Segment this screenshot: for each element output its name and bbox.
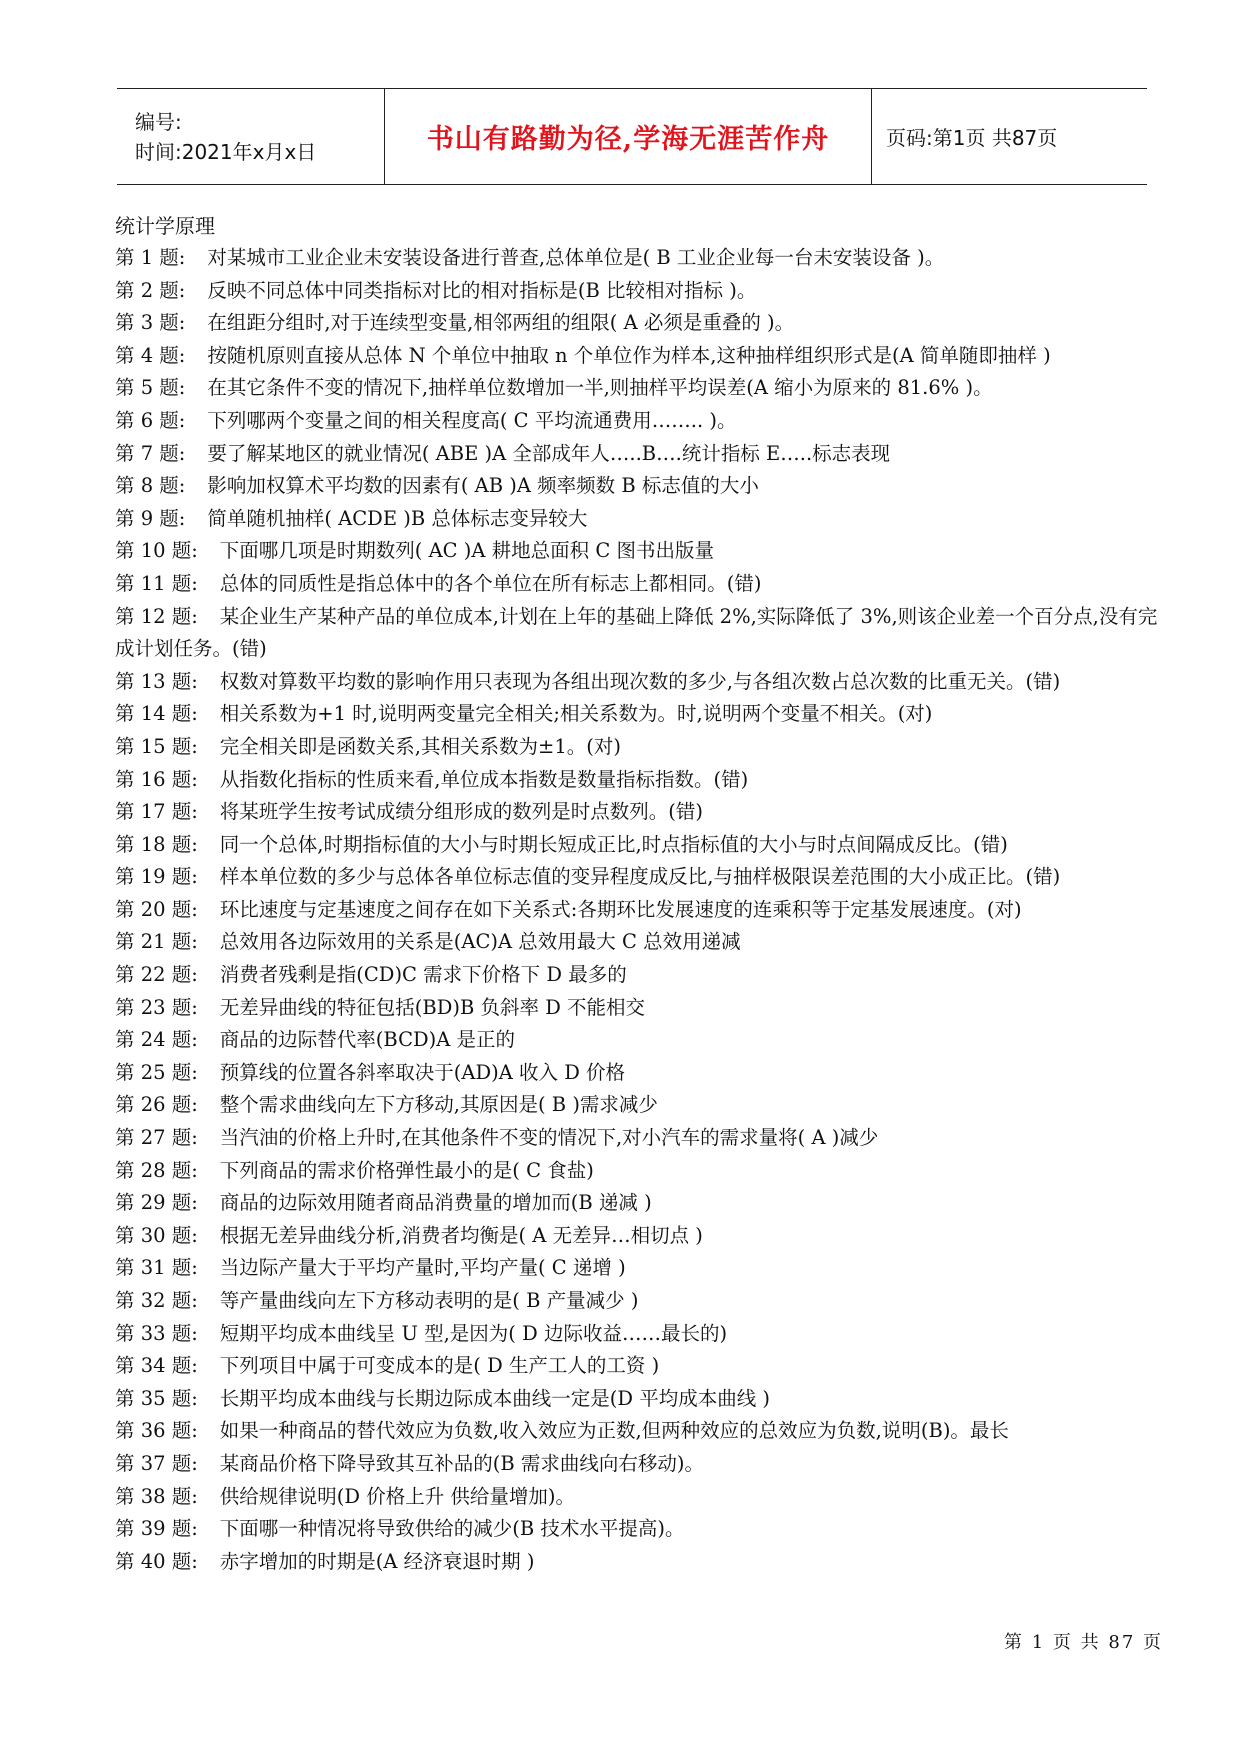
question-text: 同一个总体,时期指标值的大小与时期长短成正比,时点指标值的大小与时点间隔成反比。(错): [219, 832, 1008, 856]
question-number: 第 27 题:: [115, 1126, 198, 1150]
date-label: 时间:2021年x月x日: [135, 139, 317, 164]
question-number: 第 10 题:: [115, 539, 198, 563]
question-list: [115, 242, 1165, 1578]
header-page-info: [872, 89, 1147, 184]
question-text: 商品的边际替代率(BCD)A 是正的: [219, 1028, 516, 1052]
question-item: [115, 666, 1165, 699]
question-number: 第 16 题:: [115, 767, 198, 791]
question-text: 要了解某地区的就业情况( ABE )A 全部成年人…..B….统计指标 E…..标志表现: [207, 441, 891, 465]
question-text: 反映不同总体中同类指标对比的相对指标是(B 比较相对指标 )。: [207, 278, 757, 302]
question-item: [115, 1089, 1165, 1122]
question-number: 第 9 题:: [115, 506, 186, 530]
question-text: 下面哪一种情况将导致供给的减少(B 技术水平提高)。: [219, 1517, 685, 1541]
question-item: [115, 568, 1165, 601]
question-text: 在组距分组时,对于连续型变量,相邻两组的组限( A 必须是重叠的 )。: [207, 311, 795, 335]
question-number: 第 20 题:: [115, 897, 198, 921]
question-item: [115, 372, 1165, 405]
question-number: 第 28 题:: [115, 1158, 198, 1182]
question-item: [115, 405, 1165, 438]
header-motto-cell: [384, 89, 872, 184]
question-number: 第 34 题:: [115, 1354, 198, 1378]
question-text: 根据无差异曲线分析,消费者均衡是( A 无差异…相切点 ): [219, 1223, 703, 1247]
number-label: 编号:: [135, 109, 182, 134]
question-item: [115, 698, 1165, 731]
question-item: [115, 1187, 1165, 1220]
question-text: 如果一种商品的替代效应为负数,收入效应为正数,但两种效应的总效应为负数,说明(B)。最长: [219, 1419, 1009, 1443]
question-number: 第 23 题:: [115, 995, 198, 1019]
question-text: 预算线的位置各斜率取决于(AD)A 收入 D 价格: [219, 1060, 626, 1084]
question-text: 影响加权算术平均数的因素有( AB )A 频率频数 B 标志值的大小: [207, 474, 759, 498]
question-number: 第 19 题:: [115, 865, 198, 889]
question-text: 某商品价格下降导致其互补品的(B 需求曲线向右移动)。: [219, 1451, 705, 1475]
question-number: 第 29 题:: [115, 1191, 198, 1215]
question-number: 第 37 题:: [115, 1451, 198, 1475]
question-item: [115, 503, 1165, 536]
question-item: [115, 340, 1165, 373]
question-item: [115, 1318, 1165, 1351]
question-text: 某企业生产某种产品的单位成本,计划在上年的基础上降低 2%,实际降低了 3%,则该企业差一个百分点,没有完成计划任务。(错): [115, 604, 1158, 661]
question-item: [115, 1155, 1165, 1188]
question-number: 第 21 题:: [115, 930, 198, 954]
question-number: 第 2 题:: [115, 278, 186, 302]
document-body: [115, 210, 1165, 1578]
question-number: 第 36 题:: [115, 1419, 198, 1443]
question-text: 样本单位数的多少与总体各单位标志值的变异程度成反比,与抽样极限误差范围的大小成正比。(错): [219, 865, 1061, 889]
question-text: 在其它条件不变的情况下,抽样单位数增加一半,则抽样平均误差(A 缩小为原来的 81.6% )。: [207, 376, 993, 400]
question-item: [115, 1057, 1165, 1090]
question-number: 第 39 题:: [115, 1517, 198, 1541]
question-text: 总体的同质性是指总体中的各个单位在所有标志上都相同。(错): [219, 571, 762, 595]
question-text: 整个需求曲线向左下方移动,其原因是( B )需求减少: [219, 1093, 658, 1117]
doc-title: 统计学原理: [115, 214, 215, 238]
question-number: 第 13 题:: [115, 669, 198, 693]
question-text: 总效用各边际效用的关系是(AC)A 总效用最大 C 总效用递减: [219, 930, 741, 954]
question-number: 第 25 题:: [115, 1060, 198, 1084]
question-number: 第 26 题:: [115, 1093, 198, 1117]
question-item: [115, 1024, 1165, 1057]
page-info: 页码:第1页 共87页: [886, 126, 1058, 150]
question-number: 第 22 题:: [115, 963, 198, 987]
question-item: [115, 1546, 1165, 1579]
question-number: 第 17 题:: [115, 800, 198, 824]
question-item: [115, 731, 1165, 764]
question-text: 长期平均成本曲线与长期边际成本曲线一定是(D 平均成本曲线 ): [219, 1386, 771, 1410]
question-item: [115, 1285, 1165, 1318]
question-item: [115, 1252, 1165, 1285]
question-text: 当边际产量大于平均产量时,平均产量( C 递增 ): [219, 1256, 626, 1280]
question-number: 第 24 题:: [115, 1028, 198, 1052]
question-text: 将某班学生按考试成绩分组形成的数列是时点数列。(错): [219, 800, 703, 824]
question-item: [115, 1513, 1165, 1546]
question-number: 第 18 题:: [115, 832, 198, 856]
question-item: [115, 861, 1165, 894]
question-item: [115, 1350, 1165, 1383]
question-number: 第 5 题:: [115, 376, 186, 400]
header-meta: [117, 89, 384, 184]
question-number: 第 31 题:: [115, 1256, 198, 1280]
question-text: 按随机原则直接从总体 N 个单位中抽取 n 个单位作为样本,这种抽样组织形式是(A 简单随即抽样 ): [207, 343, 1051, 367]
document-header: [117, 88, 1147, 185]
question-text: 短期平均成本曲线呈 U 型,是因为( D 边际收益……最长的): [219, 1321, 728, 1345]
question-text: 从指数化指标的性质来看,单位成本指数是数量指标指数。(错): [219, 767, 749, 791]
question-text: 完全相关即是函数关系,其相关系数为±1。(对): [219, 734, 621, 758]
question-number: 第 30 题:: [115, 1223, 198, 1247]
question-text: 环比速度与定基速度之间存在如下关系式:各期环比发展速度的连乘积等于定基发展速度。(对): [219, 897, 1022, 921]
question-text: 相关系数为+1 时,说明两变量完全相关;相关系数为。时,说明两个变量不相关。(对): [219, 702, 933, 726]
question-number: 第 32 题:: [115, 1289, 198, 1312]
question-text: 商品的边际效用随者商品消费量的增加而(B 递减 ): [219, 1191, 652, 1215]
question-number: 第 40 题:: [115, 1549, 198, 1573]
question-text: 消费者残剩是指(CD)C 需求下价格下 D 最多的: [219, 963, 627, 987]
question-item: [115, 1448, 1165, 1481]
question-item: [115, 601, 1165, 666]
question-item: [115, 1481, 1165, 1514]
question-item: [115, 470, 1165, 503]
question-item: [115, 275, 1165, 308]
question-item: [115, 796, 1165, 829]
motto: 书山有路勤为径,学海无涯苦作舟: [426, 124, 830, 155]
question-text: 下列哪两个变量之间的相关程度高( C 平均流通费用…….. )。: [207, 408, 737, 432]
question-item: [115, 959, 1165, 992]
question-number: 第 8 题:: [115, 474, 186, 498]
question-item: [115, 1220, 1165, 1253]
question-number: 第 38 题:: [115, 1484, 198, 1508]
question-item: [115, 1415, 1165, 1448]
question-text: 下列商品的需求价格弹性最小的是( C 食盐): [219, 1158, 594, 1182]
question-item: [115, 535, 1165, 568]
question-item: [115, 926, 1165, 959]
question-text: 等产量曲线向左下方移动表明的是( B 产量减少 ): [219, 1289, 639, 1312]
question-number: 第 3 题:: [115, 311, 186, 335]
question-number: 第 12 题:: [115, 604, 198, 628]
question-text: 赤字增加的时期是(A 经济衰退时期 ): [219, 1549, 535, 1573]
question-text: 下列项目中属于可变成本的是( D 生产工人的工资 ): [219, 1354, 660, 1378]
question-number: 第 1 题:: [115, 246, 186, 269]
question-text: 简单随机抽样( ACDE )B 总体标志变异较大: [207, 506, 588, 530]
question-number: 第 15 题:: [115, 734, 198, 758]
question-item: [115, 1383, 1165, 1416]
question-text: 下面哪几项是时期数列( AC )A 耕地总面积 C 图书出版量: [219, 539, 714, 563]
question-text: 无差异曲线的特征包括(BD)B 负斜率 D 不能相交: [219, 995, 646, 1019]
question-number: 第 35 题:: [115, 1386, 198, 1410]
question-text: 供给规律说明(D 价格上升 供给量增加)。: [219, 1484, 576, 1508]
question-number: 第 4 题:: [115, 343, 186, 367]
question-number: 第 14 题:: [115, 702, 198, 726]
page-footer: 第 1 页 共 87 页: [1004, 1632, 1163, 1653]
question-number: 第 6 题:: [115, 408, 186, 432]
question-item: [115, 764, 1165, 797]
question-item: [115, 438, 1165, 471]
question-item: [115, 829, 1165, 862]
question-number: 第 7 题:: [115, 441, 186, 465]
question-text: 当汽油的价格上升时,在其他条件不变的情况下,对小汽车的需求量将( A )减少: [219, 1126, 879, 1150]
question-item: [115, 242, 1165, 275]
question-item: [115, 894, 1165, 927]
question-number: 第 11 题:: [115, 571, 198, 595]
question-item: [115, 1122, 1165, 1155]
question-text: 对某城市工业企业未安装设备进行普查,总体单位是( B 工业企业每一台未安装设备 )。: [207, 246, 945, 269]
question-text: 权数对算数平均数的影响作用只表现为各组出现次数的多少,与各组次数占总次数的比重无关。(错): [219, 669, 1061, 693]
question-item: [115, 307, 1165, 340]
question-item: [115, 992, 1165, 1025]
question-number: 第 33 题:: [115, 1321, 198, 1345]
